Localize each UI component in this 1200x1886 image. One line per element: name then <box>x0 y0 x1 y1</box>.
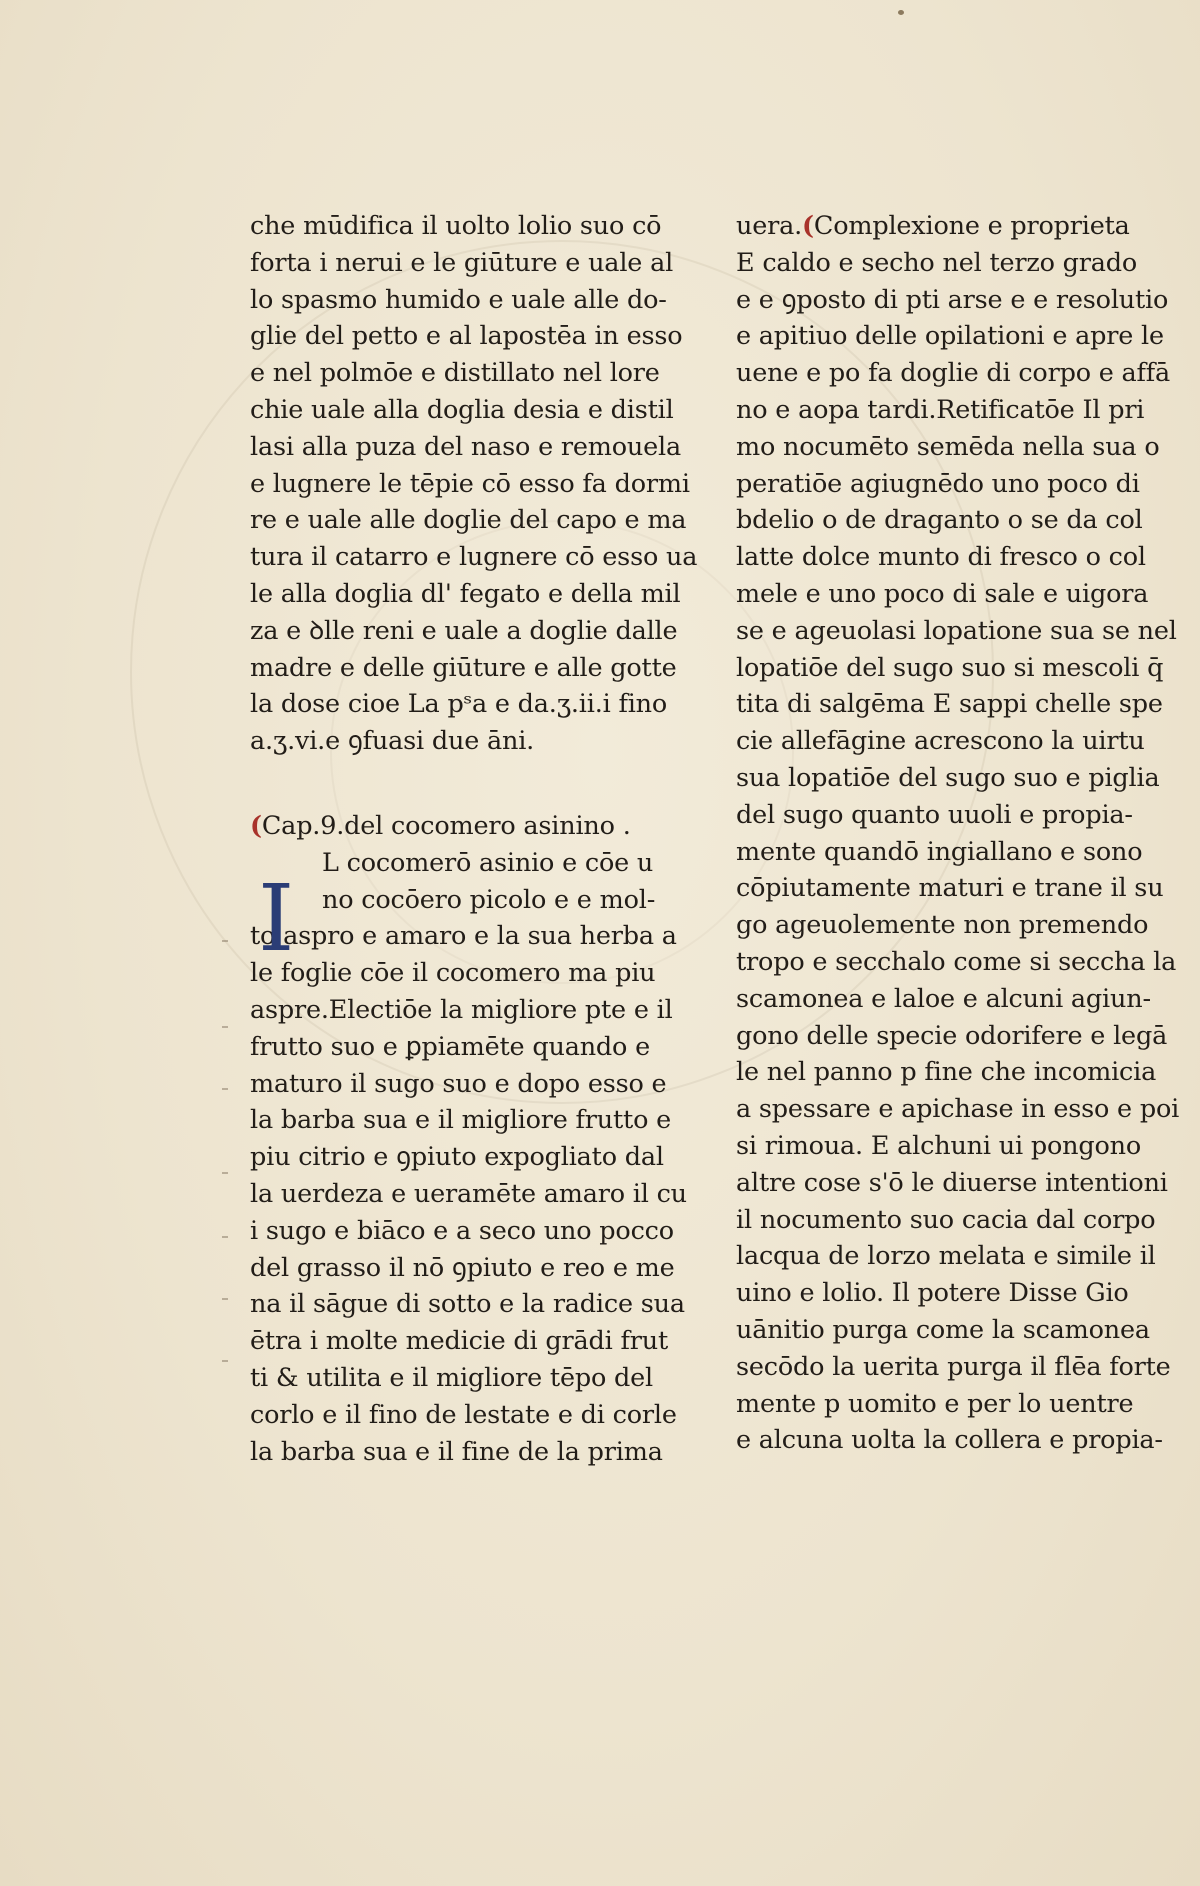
text-line: e lugnere le tēpie cō esso fa dormi <box>250 468 690 499</box>
text-line: to aspro e amaro e la sua herba a <box>250 921 677 952</box>
left-column-top-text <box>250 208 698 760</box>
text-line: si rimoua. E alchuni ui pongono <box>736 1130 1141 1161</box>
text-line: forta i nerui e le giūture e uale al <box>250 247 674 278</box>
text-line: lo spasmo humido e uale alle do- <box>250 284 667 315</box>
text-line: bdelio o de draganto o se da col <box>736 505 1143 536</box>
text-line: za e ꝺlle reni e uale a doglie dalle <box>250 615 678 646</box>
right-first-line-prefix: uera. <box>736 211 803 241</box>
right-text-column <box>736 208 1180 1459</box>
text-line: no cocōero picolo e e mol- <box>322 884 656 915</box>
text-line: mente quandō ingiallano e sono <box>736 836 1143 867</box>
chapter-heading-line <box>250 808 670 845</box>
text-line: lacqua de lorzo melata e simile il <box>736 1241 1156 1272</box>
text-line: lasi alla puza del naso e remouela <box>250 431 681 462</box>
text-line: che mūdifica il uolto lolio suo cō <box>250 211 662 241</box>
text-line: sua lopatiōe del sugo suo e piglia <box>736 762 1160 793</box>
text-line: latte dolce munto di fresco o col <box>736 542 1146 573</box>
text-line: uānitio purga come la scamonea <box>736 1314 1150 1345</box>
left-column-indented-text <box>250 845 670 919</box>
text-line: tita di salgēma E sappi chelle spe <box>736 689 1163 720</box>
text-line: e alcuna uolta la collera e propia- <box>736 1425 1163 1456</box>
text-line: E caldo e secho nel terzo grado <box>736 247 1138 278</box>
text-line: glie del petto e al lapostēa in esso <box>250 321 683 352</box>
text-line: altre cose s'ō le diuerse intentioni <box>736 1167 1168 1198</box>
text-line: cōpiutamente maturi e trane il su <box>736 873 1164 904</box>
text-line: se e ageuolasi lopatione sua se nel <box>736 615 1177 646</box>
text-line: tura il catarro e lugnere cō esso ua <box>250 542 698 573</box>
text-line: frutto suo e ꝑpiamēte quando e <box>250 1031 650 1062</box>
margin-marks <box>222 940 234 1420</box>
right-first-line <box>736 208 1156 245</box>
text-line: del sugo quanto uuoli e propia- <box>736 799 1133 830</box>
text-line: il nocumento suo cacia dal corpo <box>736 1204 1156 1235</box>
text-line: e apitiuo delle opilationi e apre le <box>736 321 1164 352</box>
text-line: i sugo e biāco e a seco uno pocco <box>250 1215 674 1246</box>
text-line: uino e lolio. Il potere Disse Gio <box>736 1278 1129 1309</box>
text-line: del grasso il nō ꝯpiuto e reo e me <box>250 1252 675 1283</box>
text-line: mente p uomito e per lo uentre <box>736 1388 1134 1419</box>
left-column-bottom-text <box>250 918 687 1470</box>
text-line: e e ꝯposto di pti arse e e resolutio <box>736 284 1169 315</box>
text-line: no e aopa tardi.Retificatōe Il pri <box>736 394 1145 425</box>
text-line: secōdo la uerita purga il flēa forte <box>736 1351 1171 1382</box>
left-text-column <box>250 208 698 1470</box>
text-line: aspre.Electiōe la migliore pte e il <box>250 994 673 1025</box>
text-line: na il sāgue di sotto e la radice sua <box>250 1289 685 1320</box>
paragraph-mark: ( <box>250 810 262 841</box>
text-line: le nel panno p fine che incomicia <box>736 1057 1157 1088</box>
chapter-heading: Cap.9.del cocomero asinino . <box>261 810 631 841</box>
text-line: ētra i molte medicie di grādi frut <box>250 1326 668 1357</box>
text-line: gono delle specie odorifere e legā <box>736 1020 1168 1051</box>
text-line: la uerdeza e ueramēte amaro il cu <box>250 1178 687 1209</box>
text-line: la barba sua e il migliore frutto e <box>250 1105 672 1136</box>
text-line: le alla doglia dl' fegato e della mil <box>250 578 681 609</box>
text-line: go ageuolemente non premendo <box>736 910 1149 941</box>
text-line: scamonea e laloe e alcuni agiun- <box>736 983 1151 1014</box>
text-line: re e uale alle doglie del capo e ma <box>250 505 687 536</box>
text-line: chie uale alla doglia desia e distil <box>250 394 674 425</box>
text-line: la barba sua e il fine de la prima <box>250 1436 663 1467</box>
text-line: cie allefāgine acrescono la uirtu <box>736 726 1145 757</box>
text-line: a spessare e apichase in esso e poi <box>736 1094 1180 1125</box>
text-line: ti & utilita e il migliore tēpo del <box>250 1362 654 1393</box>
text-line: peratiōe agiugnēdo uno poco di <box>736 468 1140 499</box>
text-line: e nel polmōe e distillato nel lore <box>250 358 660 389</box>
right-first-line-rest: Complexione e proprieta <box>813 211 1130 241</box>
text-line: mele e uno poco di sale e uigora <box>736 578 1149 609</box>
decorated-initial-letter: I <box>258 864 295 972</box>
section-gap <box>250 760 670 808</box>
text-line: tropo e secchalo come si seccha la <box>736 946 1177 977</box>
text-line: piu citrio e ꝯpiuto expogliato dal <box>250 1142 664 1173</box>
text-line: lopatiōe del sugo suo si mescoli q̄ <box>736 652 1164 683</box>
text-line: corlo e il fino de lestate e di corle <box>250 1399 677 1430</box>
text-line: maturo il sugo suo e dopo esso e <box>250 1068 667 1099</box>
paragraph-mark: ( <box>802 211 814 241</box>
right-column-text <box>736 245 1180 1459</box>
text-line: L cocomerō asinio e cōe u <box>322 847 654 878</box>
text-line: a.ʒ.vi.e ꝯfuasi due āni. <box>250 726 535 757</box>
text-line: mo nocumēto semēda nella sua o <box>736 431 1160 462</box>
text-line: madre e delle giūture e alle gotte <box>250 652 677 683</box>
text-line: la dose cioe La pˢa e da.ʒ.ii.i fino <box>250 689 668 720</box>
text-line: uene e po fa doglie di corpo e affā <box>736 358 1171 389</box>
text-line: le foglie cōe il cocomero ma piu <box>250 958 656 989</box>
paper-speck <box>898 10 904 15</box>
